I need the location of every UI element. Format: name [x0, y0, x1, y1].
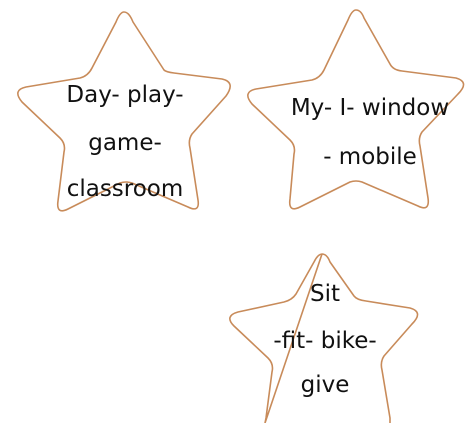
star-1-line-2: game-	[88, 130, 162, 156]
star-3-line-1: Sit	[309, 281, 340, 307]
star-3-line-2: -fit- bike-	[273, 328, 377, 354]
star-1-line-1: Day- play-	[66, 82, 184, 108]
star-2-line-1: My- I- window	[290, 95, 450, 121]
star-1-line-3: classroom	[66, 176, 184, 202]
star-2-line-2: - mobile	[323, 144, 417, 170]
star-3-line-3: give	[300, 372, 350, 398]
